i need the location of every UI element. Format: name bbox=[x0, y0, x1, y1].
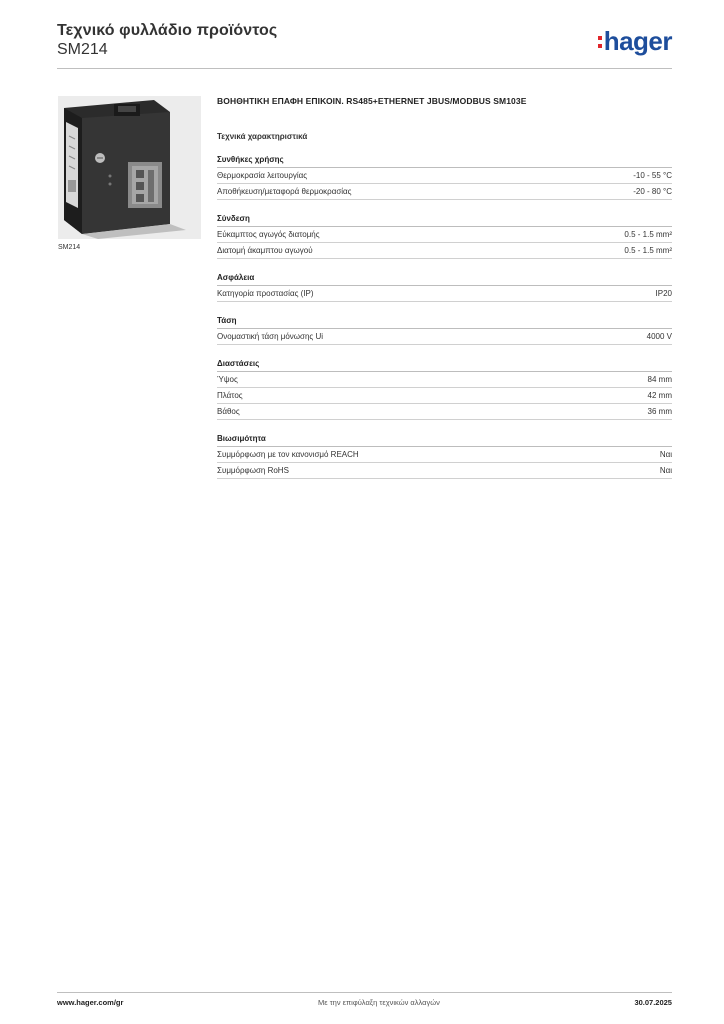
page-footer bbox=[57, 998, 672, 1007]
spec-label: Θερμοκρασία λειτουργίας bbox=[217, 171, 308, 180]
spec-label: Διατομή άκαμπτου αγωγού bbox=[217, 246, 313, 255]
page-header bbox=[57, 22, 672, 70]
product-image bbox=[58, 96, 201, 239]
spec-label: Εύκαμπτος αγωγός διατομής bbox=[217, 230, 320, 239]
spec-row bbox=[217, 184, 672, 200]
spec-group-title: Βιωσιμότητα bbox=[217, 434, 672, 447]
spec-value: IP20 bbox=[655, 289, 672, 298]
spec-value: Ναι bbox=[659, 450, 672, 459]
spec-group-title: Τάση bbox=[217, 316, 672, 329]
logo-text: hager bbox=[603, 26, 672, 56]
spec-value: 36 mm bbox=[647, 407, 672, 416]
product-code: SM214 bbox=[57, 41, 108, 58]
spec-group-title: Σύνδεση bbox=[217, 214, 672, 227]
header-divider bbox=[57, 68, 672, 69]
spec-row bbox=[217, 447, 672, 463]
footer-divider bbox=[57, 992, 672, 993]
spec-group-dimensions bbox=[217, 359, 672, 420]
spec-value: -10 - 55 °C bbox=[633, 171, 672, 180]
spec-value: 84 mm bbox=[647, 375, 672, 384]
logo-dots-icon bbox=[598, 34, 602, 50]
spec-label: Βάθος bbox=[217, 407, 240, 416]
communication-module-icon bbox=[58, 96, 201, 239]
spec-value: 0.5 - 1.5 mm² bbox=[624, 230, 672, 239]
spec-row bbox=[217, 388, 672, 404]
spec-label: Κατηγορία προστασίας (IP) bbox=[217, 289, 314, 298]
spec-value: Ναι bbox=[659, 466, 672, 475]
spec-value: -20 - 80 °C bbox=[633, 187, 672, 196]
document-title: Τεχνικό φυλλάδιο προϊόντος bbox=[57, 22, 278, 39]
hager-logo bbox=[598, 26, 672, 57]
spec-row bbox=[217, 404, 672, 420]
spec-label: Συμμόρφωση με τον κανονισμό REACH bbox=[217, 450, 359, 459]
spec-row bbox=[217, 168, 672, 184]
spec-row bbox=[217, 286, 672, 302]
spec-group-title: Διαστάσεις bbox=[217, 359, 672, 372]
document-date: 30.07.2025 bbox=[634, 998, 672, 1007]
spec-label: Ύψος bbox=[217, 375, 238, 384]
website-link[interactable]: www.hager.com/gr bbox=[57, 998, 124, 1007]
spec-row bbox=[217, 329, 672, 345]
spec-row bbox=[217, 227, 672, 243]
spec-group-connection bbox=[217, 214, 672, 259]
spec-group-title: Ασφάλεια bbox=[217, 273, 672, 286]
spec-row bbox=[217, 463, 672, 479]
product-title: ΒΟΗΘΗΤΙΚΗ ΕΠΑΦΗ ΕΠΙΚΟΙΝ. RS485+ETHERNET JBUS/MODBUS SM103E bbox=[217, 96, 527, 106]
spec-group-safety bbox=[217, 273, 672, 302]
spec-row bbox=[217, 243, 672, 259]
spec-label: Πλάτος bbox=[217, 391, 243, 400]
spec-group-usage-conditions bbox=[217, 155, 672, 200]
spec-label: Συμμόρφωση RoHS bbox=[217, 466, 289, 475]
spec-value: 4000 V bbox=[646, 332, 672, 341]
spec-group-voltage bbox=[217, 316, 672, 345]
spec-group-title: Συνθήκες χρήσης bbox=[217, 155, 672, 168]
technical-changes-notice: Με την επιφύλαξη τεχνικών αλλαγών bbox=[318, 998, 440, 1007]
spec-label: Αποθήκευση/μεταφορά θερμοκρασίας bbox=[217, 187, 352, 196]
image-caption: SM214 bbox=[58, 244, 81, 251]
technical-characteristics-heading: Τεχνικά χαρακτηριστικά bbox=[217, 132, 308, 141]
spec-value: 0.5 - 1.5 mm² bbox=[624, 246, 672, 255]
specifications-panel bbox=[217, 96, 672, 479]
spec-label: Ονομαστική τάση μόνωσης Ui bbox=[217, 332, 324, 341]
spec-group-sustainability bbox=[217, 434, 672, 479]
spec-value: 42 mm bbox=[647, 391, 672, 400]
spec-row bbox=[217, 372, 672, 388]
